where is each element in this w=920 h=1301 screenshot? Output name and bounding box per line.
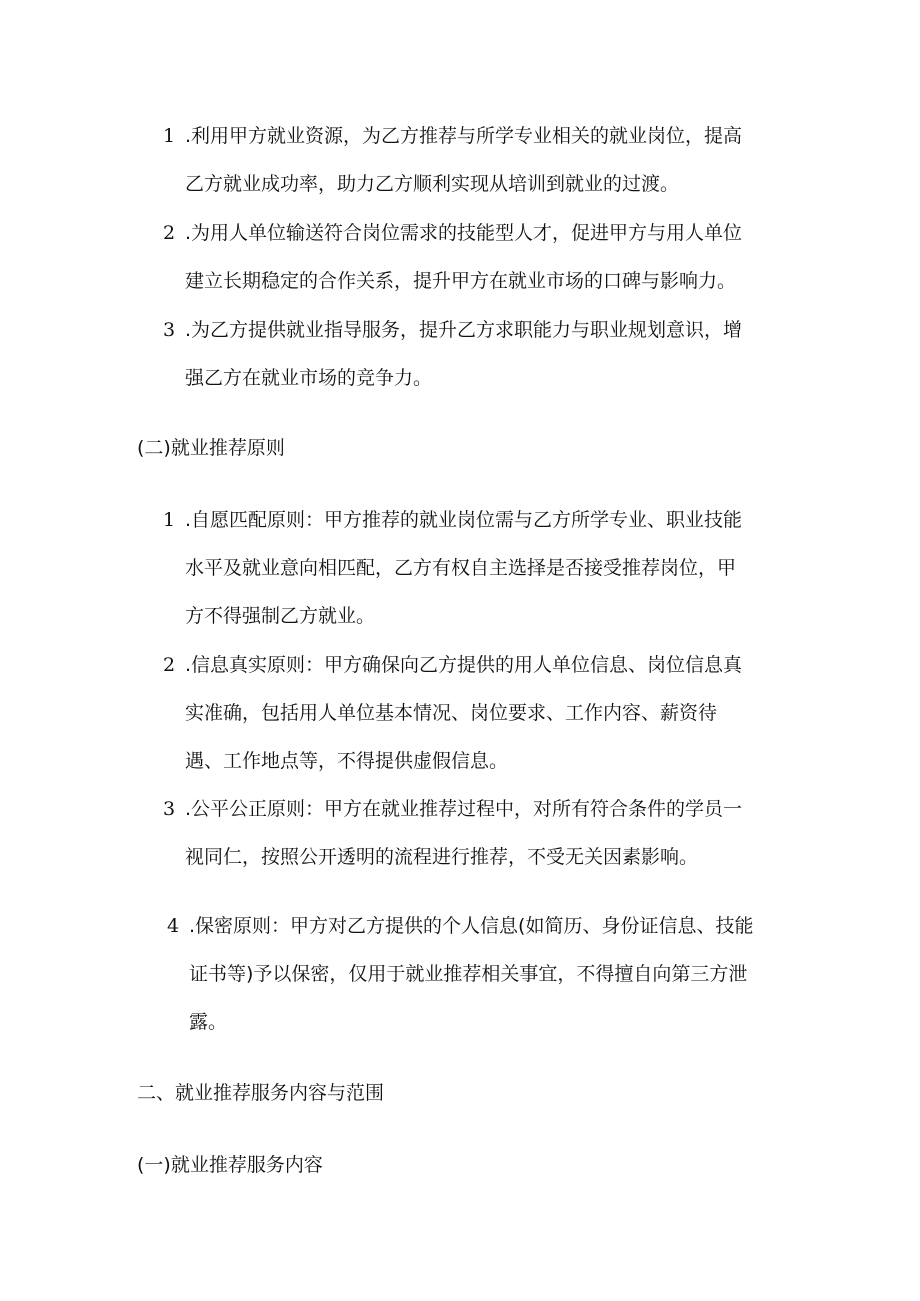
- subsection-heading: (一)就业推荐服务内容: [137, 1154, 323, 1176]
- item-number: 4: [167, 915, 180, 937]
- item-text-line: 视同仁，按照公开透明的流程进行推荐，不受无关因素影响。: [185, 846, 699, 868]
- item-number: 1: [163, 509, 176, 531]
- item-text-line: 实准确，包括用人单位基本情况、岗位要求、工作内容、薪资待: [185, 702, 718, 724]
- item-text-line: 建立长期稳定的合作关系，提升甲方在就业市场的口碑与影响力。: [185, 270, 737, 292]
- item-text-line: .利用甲方就业资源，为乙方推荐与所学专业相关的就业岗位，提高: [185, 125, 743, 147]
- item-text-line: 方不得强制乙方就业。: [185, 605, 376, 627]
- list-item: [160, 641, 790, 785]
- list-item: [160, 209, 790, 305]
- item-text-line: 露。: [189, 1011, 228, 1033]
- section-heading: (二)就业推荐原则: [137, 437, 285, 459]
- item-text-line: .自愿匹配原则：甲方推荐的就业岗位需与乙方所学专业、职业技能: [185, 509, 743, 531]
- item-text-line: .为用人单位输送符合岗位需求的技能型人才，促进甲方与用人单位: [185, 222, 743, 244]
- item-text-line: .信息真实原则：甲方确保向乙方提供的用人单位信息、岗位信息真: [185, 654, 743, 676]
- item-text-line: 强乙方在就业市场的竞争力。: [185, 367, 433, 389]
- list-item: [160, 306, 790, 402]
- item-number: 1: [163, 125, 176, 147]
- item-number: 2: [163, 654, 176, 676]
- list-item: [160, 496, 790, 640]
- item-text-line: 乙方就业成功率，助力乙方顺利实现从培训到就业的过渡。: [185, 173, 680, 195]
- section-heading: 二、就业推荐服务内容与范围: [137, 1082, 385, 1104]
- item-text-line: .为乙方提供就业指导服务，提升乙方求职能力与职业规划意识，增: [185, 319, 743, 341]
- item-number: 3: [163, 798, 176, 820]
- item-text-line: 水平及就业意向相匹配，乙方有权自主选择是否接受推荐岗位，甲: [185, 557, 737, 579]
- list-item: [160, 785, 790, 881]
- list-item: [160, 112, 790, 208]
- item-text-line: 遇、工作地点等，不得提供虚假信息。: [185, 750, 509, 772]
- item-text-line: .保密原则：甲方对乙方提供的个人信息(如简历、身份证信息、技能: [189, 915, 754, 937]
- item-number: 3: [163, 319, 176, 341]
- list-item: [164, 902, 794, 1046]
- item-text-line: .公平公正原则：甲方在就业推荐过程中，对所有符合条件的学员一: [185, 798, 743, 820]
- item-number: 2: [163, 222, 176, 244]
- item-text-line: 证书等)予以保密，仅用于就业推荐相关事宜，不得擅自向第三方泄: [189, 963, 748, 985]
